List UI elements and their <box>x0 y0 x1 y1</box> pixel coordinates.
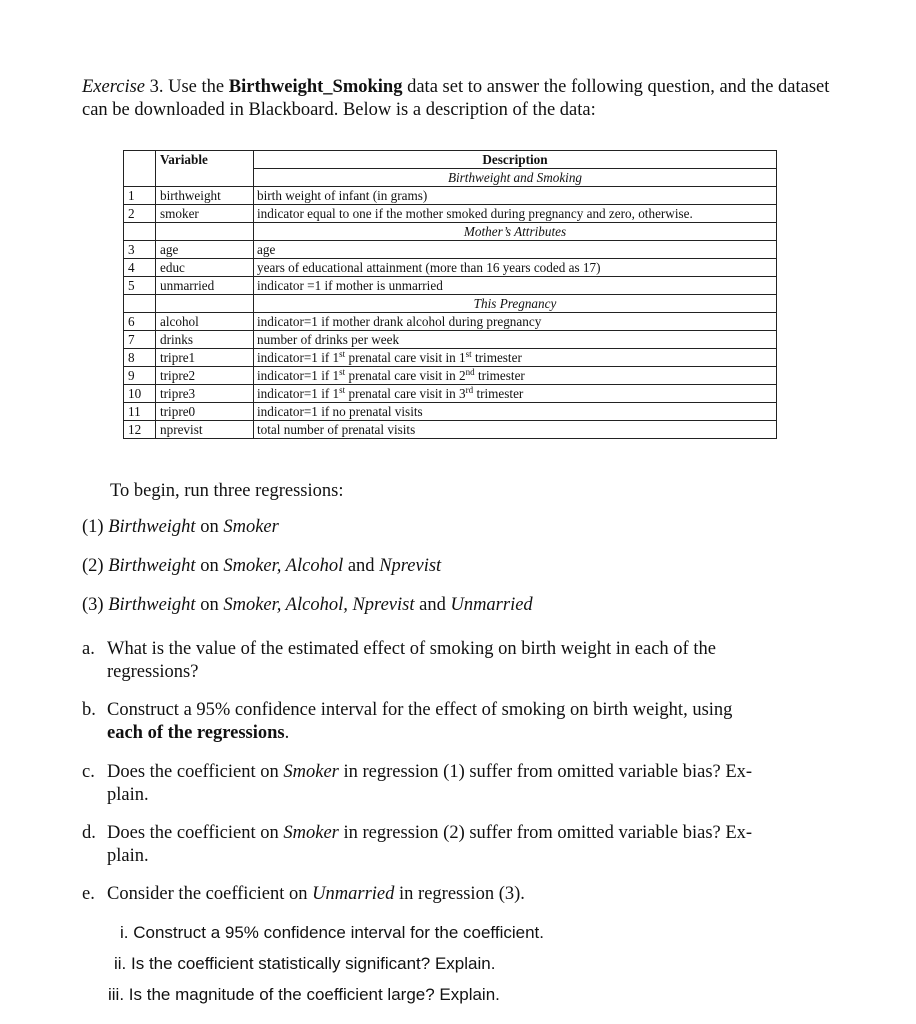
row-variable: educ <box>156 259 254 277</box>
row-num: 4 <box>124 259 156 277</box>
table-row <box>124 259 777 277</box>
question-e: e. Consider the coefficient on Unmarried in regression (3). <box>82 884 525 904</box>
row-description: indicator=1 if 1st prenatal care visit in 1st trimester <box>254 349 777 367</box>
row-num: 10 <box>124 385 156 403</box>
row-variable: tripre2 <box>156 367 254 385</box>
regression-2: (2) Birthweight on Smoker, Alcohol and Nprevist <box>82 556 442 576</box>
row-variable: smoker <box>156 205 254 223</box>
row-variable: tripre0 <box>156 403 254 421</box>
exercise-intro <box>82 76 842 122</box>
exercise-label: Exercise <box>82 77 145 97</box>
row-variable: tripre1 <box>156 349 254 367</box>
section-row-2 <box>124 223 777 241</box>
section-row-1 <box>124 169 777 187</box>
table-row <box>124 331 777 349</box>
row-description: indicator equal to one if the mother smoked during pregnancy and zero, otherwise. <box>254 205 777 223</box>
intro-before: Use the <box>163 77 229 97</box>
header-variable: Variable <box>156 151 254 169</box>
subquestion-ii: ii. Is the coefficient statistically significant? Explain. <box>114 954 496 973</box>
row-variable: unmarried <box>156 277 254 295</box>
row-num: 11 <box>124 403 156 421</box>
row-variable: tripre3 <box>156 385 254 403</box>
table-row <box>124 241 777 259</box>
table-row <box>124 313 777 331</box>
row-description: total number of prenatal visits <box>254 421 777 439</box>
row-description: years of educational attainment (more than 16 years coded as 17) <box>254 259 777 277</box>
regression-3: (3) Birthweight on Smoker, Alcohol, Nprevist and Unmarried <box>82 595 533 615</box>
subquestion-i: i. Construct a 95% confidence interval for the coefficient. <box>120 923 544 942</box>
section-birthweight-smoking: Birthweight and Smoking <box>254 169 777 187</box>
row-description: indicator=1 if 1st prenatal care visit in 2nd trimester <box>254 367 777 385</box>
row-description: number of drinks per week <box>254 331 777 349</box>
question-c: c. Does the coefficient on Smoker in regression (1) suffer from omitted variable bias? Ex- plain. <box>82 762 753 805</box>
row-num: 1 <box>124 187 156 205</box>
row-variable: age <box>156 241 254 259</box>
table-row <box>124 367 777 385</box>
row-num: 7 <box>124 331 156 349</box>
row-num: 3 <box>124 241 156 259</box>
row-num: 8 <box>124 349 156 367</box>
table-row <box>124 349 777 367</box>
row-variable: birthweight <box>156 187 254 205</box>
section-this-pregnancy: This Pregnancy <box>254 295 777 313</box>
row-description: age <box>254 241 777 259</box>
row-num: 9 <box>124 367 156 385</box>
begin-text: To begin, run three regressions: <box>110 481 344 501</box>
table-row <box>124 205 777 223</box>
question-b: b. Construct a 95% confidence interval for the effect of smoking on birth weight, using each of the regressions. <box>82 700 733 743</box>
row-variable: nprevist <box>156 421 254 439</box>
question-d: d. Does the coefficient on Smoker in regression (2) suffer from omitted variable bias? Ex- plain. <box>82 823 753 866</box>
variable-table <box>123 150 777 439</box>
header-num-cell <box>124 151 156 169</box>
table-row <box>124 421 777 439</box>
table-row <box>124 187 777 205</box>
row-description: indicator=1 if no prenatal visits <box>254 403 777 421</box>
row-num: 6 <box>124 313 156 331</box>
dataset-name: Birthweight_Smoking <box>228 77 403 97</box>
row-description: indicator=1 if mother drank alcohol during pregnancy <box>254 313 777 331</box>
row-num: 5 <box>124 277 156 295</box>
row-variable: drinks <box>156 331 254 349</box>
row-description: birth weight of infant (in grams) <box>254 187 777 205</box>
row-description: indicator =1 if mother is unmarried <box>254 277 777 295</box>
row-description: indicator=1 if 1st prenatal care visit in 3rd trimester <box>254 385 777 403</box>
question-a: a. What is the value of the estimated effect of smoking on birth weight in each of the regressions? <box>82 639 716 682</box>
row-num: 12 <box>124 421 156 439</box>
table-row <box>124 277 777 295</box>
intro-after: data set to answer the following question, and the dataset can be downloaded in Blackboard. Below is a description of the data: <box>82 77 830 120</box>
subquestion-iii: iii. Is the magnitude of the coefficient large? Explain. <box>108 985 500 1004</box>
table-header-row <box>124 151 777 169</box>
row-variable: alcohol <box>156 313 254 331</box>
section-mothers-attributes: Mother’s Attributes <box>254 223 777 241</box>
table-row <box>124 385 777 403</box>
row-num: 2 <box>124 205 156 223</box>
section-row-3 <box>124 295 777 313</box>
regression-1: (1) Birthweight on Smoker <box>82 517 279 537</box>
header-description: Description <box>254 151 777 169</box>
table-row <box>124 403 777 421</box>
exercise-number: 3. <box>149 77 164 97</box>
